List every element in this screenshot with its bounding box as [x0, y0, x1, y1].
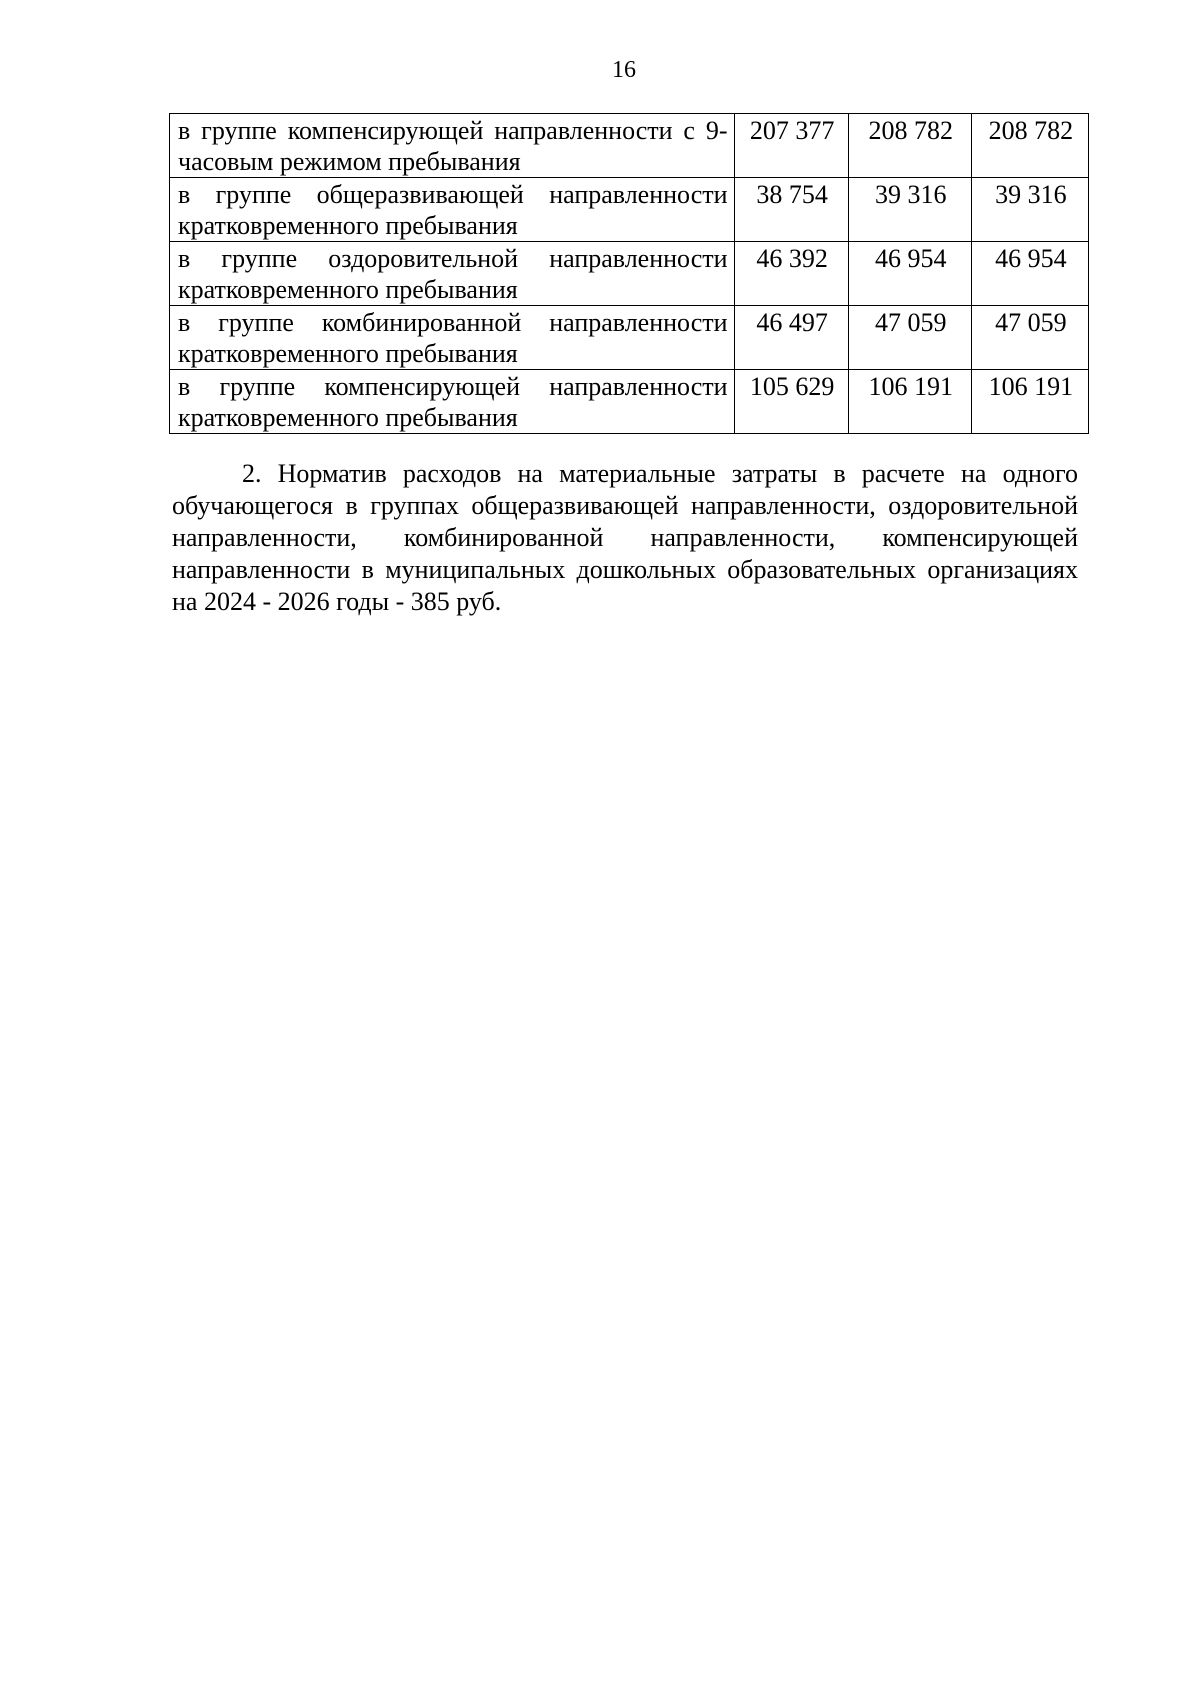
- value-cell: 207 377: [734, 114, 848, 178]
- page-number: 16: [612, 57, 636, 83]
- table-row: [170, 242, 1089, 306]
- table-row: [170, 114, 1089, 178]
- value-cell: 105 629: [734, 370, 848, 434]
- table-row: [170, 370, 1089, 434]
- value-cell: 106 191: [971, 370, 1088, 434]
- value-cell: 46 497: [734, 306, 848, 370]
- value-cell: 106 191: [848, 370, 971, 434]
- table-row: [170, 306, 1089, 370]
- value-cell: 47 059: [971, 306, 1088, 370]
- value-cell: 47 059: [848, 306, 971, 370]
- row-description: в группе общеразвивающей направленности кратковременного пребывания: [170, 178, 735, 242]
- row-description: в группе компенсирующей направленности с 9-часовым режимом пребывания: [170, 114, 735, 178]
- value-cell: 46 954: [848, 242, 971, 306]
- row-description: в группе комбинированной направленности кратковременного пребывания: [170, 306, 735, 370]
- material-costs-paragraph: 2. Норматив расходов на материальные затраты в расчете на одного обучающегося в группах общеразвивающей направленности, оздоровительной направленности, комбинированной направленности, компенсирующей направленности в муниципальных дошкольных образовательных организациях на 2024 - 2026 годы - 385 руб.: [172, 459, 1078, 616]
- value-cell: 38 754: [734, 178, 848, 242]
- row-description: в группе оздоровительной направленности кратковременного пребывания: [170, 242, 735, 306]
- table-row: [170, 178, 1089, 242]
- value-cell: 39 316: [971, 178, 1088, 242]
- value-cell: 208 782: [971, 114, 1088, 178]
- value-cell: 46 392: [734, 242, 848, 306]
- value-cell: 208 782: [848, 114, 971, 178]
- expenditure-norms-table: [169, 113, 1089, 434]
- value-cell: 39 316: [848, 178, 971, 242]
- value-cell: 46 954: [971, 242, 1088, 306]
- row-description: в группе компенсирующей направленности кратковременного пребывания: [170, 370, 735, 434]
